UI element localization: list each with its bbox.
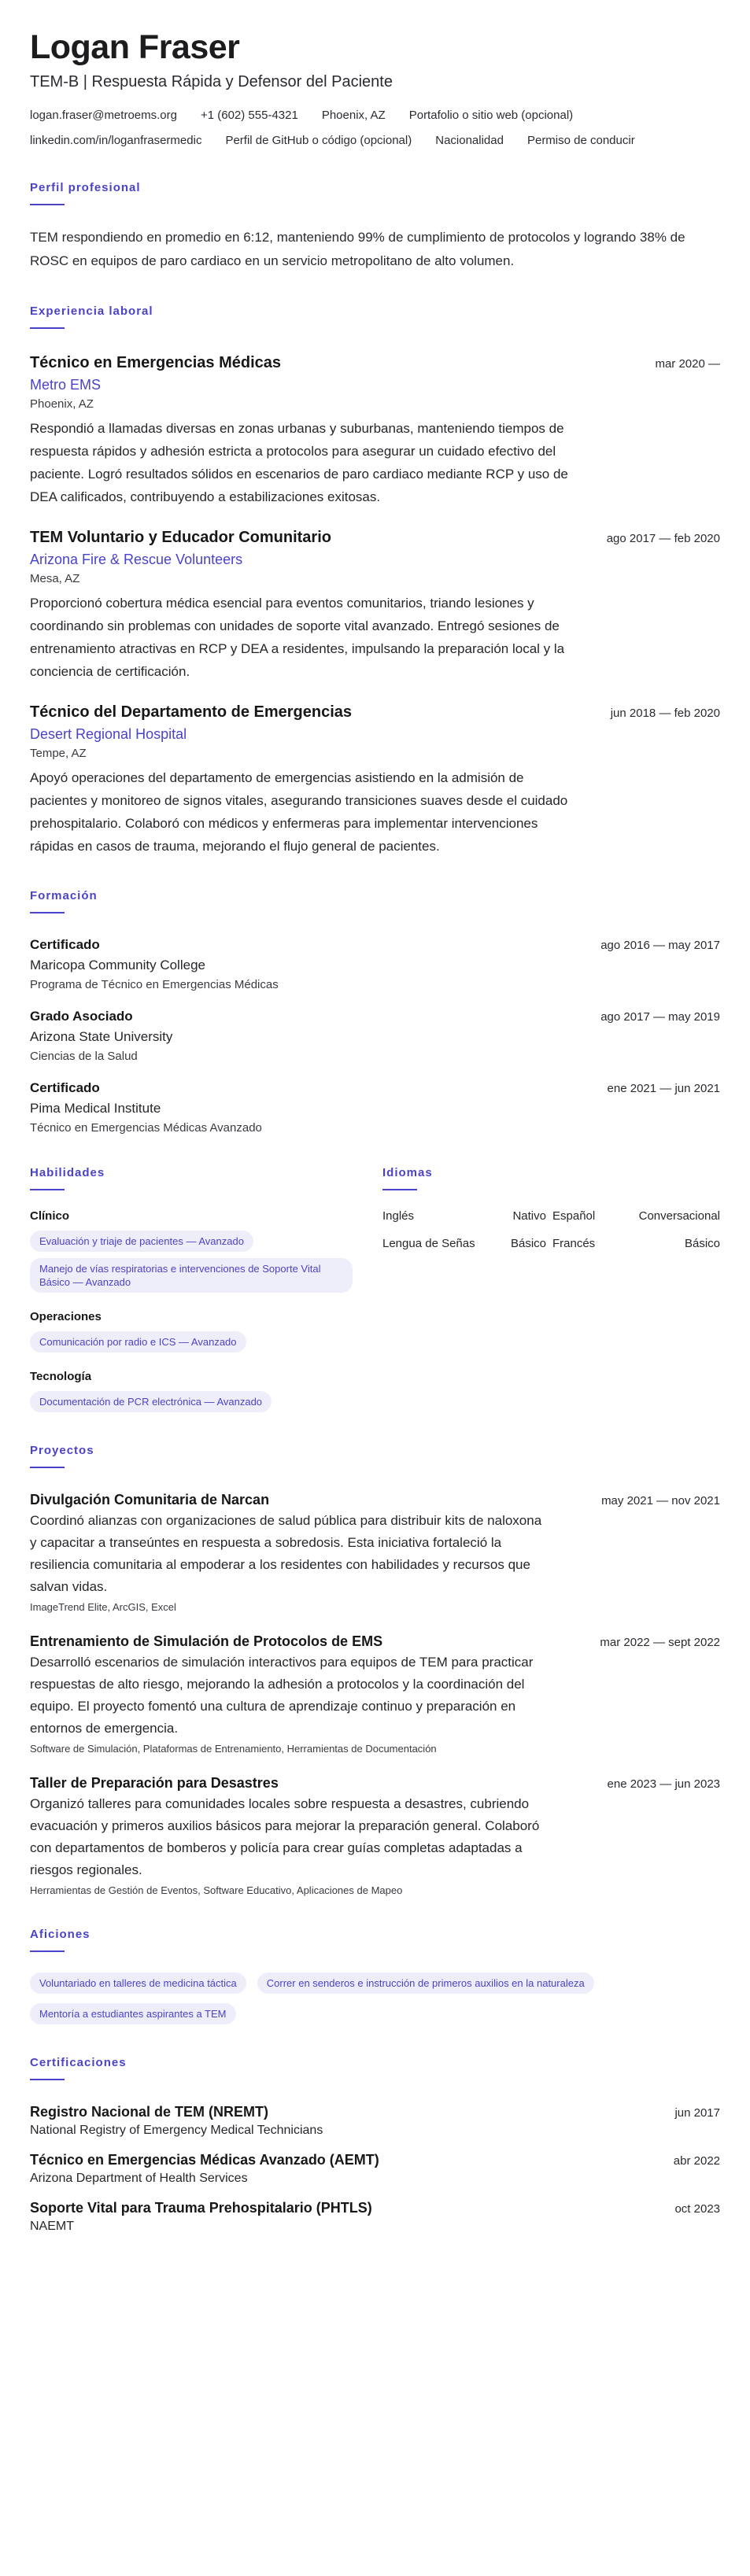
certification-issuer: National Registry of Emergency Medical Technicians <box>30 2124 323 2137</box>
section-divider <box>30 2079 65 2080</box>
certification-issuer: Arizona Department of Health Services <box>30 2172 248 2185</box>
job-description: Respondió a llamadas diversas en zonas urbanas y suburbanas, manteniendo tiempos de respuesta rápidos y adhesión estricta a protocolos para asegurar un cuidado efectivo del paciente. Logró resultados sólidos en escenarios de paro cardiaco mediante RCP y uso de DEA calificados, contribuyendo a estabilizaciones exitosas. <box>30 421 568 504</box>
contact-email[interactable]: logan.fraser@metroems.org <box>30 109 177 122</box>
project-description: Coordinó alianzas con organizaciones de salud pública para distribuir kits de naloxona y capacitar a transeúntes en respuesta a sobredosis. Esta iniciativa fortaleció la resiliencia comunitaria al empoderar a los residentes con habilidades y recursos que salvan vidas. <box>30 1513 542 1594</box>
company-name: Metro EMS <box>30 377 102 393</box>
education-section <box>30 889 720 1135</box>
skill-category: Tecnología <box>30 1370 92 1383</box>
candidate-name: Logan Fraser <box>30 28 240 66</box>
resume-header <box>30 27 720 149</box>
candidate-headline: TEM-B | Respuesta Rápida y Defensor del Paciente <box>30 73 393 90</box>
education-dates: ago 2017 — may 2019 <box>600 1010 720 1024</box>
section-title: Aficiones <box>30 1928 91 1941</box>
hobby-pill: Mentoría a estudiantes aspirantes a TEM <box>30 2003 236 2024</box>
project-dates: mar 2022 — sept 2022 <box>600 1636 720 1649</box>
school-name: Maricopa Community College <box>30 958 205 972</box>
section-divider <box>382 1189 417 1190</box>
job-location: Mesa, AZ <box>30 572 80 585</box>
summary-text: TEM respondiendo en promedio en 6:12, manteniendo 99% de cumplimiento de protocolos y logrando 38% de ROSC en equipos de paro cardiaco en un servicio metropolitano de alto volumen. <box>30 230 685 268</box>
project-name: Divulgación Comunitaria de Narcan <box>30 1492 270 1508</box>
project-dates: may 2021 — nov 2021 <box>601 1494 720 1508</box>
job-dates: ago 2017 — feb 2020 <box>606 532 720 545</box>
project-tech: Herramientas de Gestión de Eventos, Software Educativo, Aplicaciones de Mapeo <box>30 1884 403 1896</box>
language-level: Básico <box>684 1237 720 1250</box>
education-entry <box>30 1009 720 1063</box>
language-name: Lengua de Señas <box>382 1237 475 1250</box>
certification-name: Registro Nacional de TEM (NREMT) <box>30 2104 269 2120</box>
section-title: Proyectos <box>30 1444 94 1457</box>
company-name: Arizona Fire & Rescue Volunteers <box>30 552 243 567</box>
section-divider <box>30 1467 65 1468</box>
section-title: Experiencia laboral <box>30 304 153 318</box>
certification-issuer: NAEMT <box>30 2220 74 2233</box>
certification-date: oct 2023 <box>674 2202 720 2216</box>
section-divider <box>30 204 65 205</box>
language-name: Inglés <box>382 1209 415 1223</box>
project-description: Desarrolló escenarios de simulación interactivos para equipos de TEM para practicar respuestas de alto riesgo, mejorando la adhesión a protocolos y la coordinación del equipo. El proyecto fomentó una cultura de aprendizaje continuo y preparación en entornos de emergencia. <box>30 1655 534 1736</box>
skill-pill: Evaluación y triaje de pacientes — Avanzado <box>30 1231 253 1252</box>
education-entry <box>30 1080 720 1135</box>
contact-nationality: Nacionalidad <box>435 134 504 147</box>
languages-section <box>382 1166 720 1412</box>
experience-entry <box>30 354 720 508</box>
certification-name: Soporte Vital para Trauma Prehospitalario (PHTLS) <box>30 2200 372 2216</box>
education-dates: ago 2016 — may 2017 <box>600 939 720 952</box>
languages-grid <box>382 1209 720 1250</box>
education-dates: ene 2021 — jun 2021 <box>607 1082 720 1095</box>
school-name: Arizona State University <box>30 1029 173 1044</box>
language-level: Conversacional <box>638 1209 720 1223</box>
job-description: Apoyó operaciones del departamento de emergencias asistiendo en la admisión de pacientes y monitoreo de signos vitales, asegurando transiciones suaves desde el cuidado prehospitalario. Colaboró con médicos y enfermeras para implementar intervenciones rápidas en casos de trauma, mejorando el flujo general de pacientes. <box>30 770 568 854</box>
education-entry <box>30 937 720 991</box>
study-field: Ciencias de la Salud <box>30 1050 138 1063</box>
skill-pill: Documentación de PCR electrónica — Avanzado <box>30 1391 272 1412</box>
section-divider <box>30 1950 65 1952</box>
contact-driving-license: Permiso de conducir <box>526 134 635 147</box>
certification-date: abr 2022 <box>673 2154 720 2168</box>
language-level: Nativo <box>512 1209 546 1223</box>
section-title: Habilidades <box>30 1166 105 1179</box>
hobby-pill: Correr en senderos e instrucción de primeros auxilios en la naturaleza <box>257 1973 594 1994</box>
summary-section <box>30 181 720 273</box>
skill-category: Clínico <box>30 1209 70 1223</box>
projects-section <box>30 1444 720 1896</box>
certification-entry <box>30 2200 720 2234</box>
job-title: TEM Voluntario y Educador Comunitario <box>30 529 331 546</box>
skill-group <box>30 1310 382 1353</box>
job-title: Técnico del Departamento de Emergencias <box>30 703 353 721</box>
job-dates: jun 2018 — feb 2020 <box>610 707 720 720</box>
certification-entry <box>30 2152 720 2186</box>
project-entry <box>30 1775 720 1896</box>
language-name: Francés <box>552 1237 596 1250</box>
degree-name: Certificado <box>30 937 100 952</box>
language-name: Español <box>552 1209 596 1223</box>
certification-entry <box>30 2104 720 2138</box>
school-name: Pima Medical Institute <box>30 1101 161 1116</box>
certification-date: jun 2017 <box>674 2106 720 2120</box>
hobby-pill: Voluntariado en talleres de medicina táctica <box>30 1973 246 1994</box>
skill-pill: Manejo de vías respiratorias e intervenciones de Soporte Vital Básico — Avanzado <box>30 1258 353 1293</box>
project-name: Entrenamiento de Simulación de Protocolos de EMS <box>30 1633 383 1649</box>
project-entry <box>30 1633 720 1755</box>
job-description: Proporcionó cobertura médica esencial para eventos comunitarios, triando lesiones y coordinando sin problemas con unidades de soporte vital avanzado. Entregó sesiones de entrenamiento atractivas en RCP y DEA a residentes, impulsando la preparación local y la conciencia de certificación. <box>30 596 565 679</box>
study-field: Programa de Técnico en Emergencias Médicas <box>30 978 279 991</box>
degree-name: Grado Asociado <box>30 1009 133 1024</box>
hobby-list <box>30 1973 707 2024</box>
project-name: Taller de Preparación para Desastres <box>30 1775 279 1791</box>
job-title: Técnico en Emergencias Médicas <box>30 354 282 371</box>
section-divider <box>30 1189 65 1190</box>
experience-entry <box>30 529 720 683</box>
skill-group <box>30 1209 382 1293</box>
project-dates: ene 2023 — jun 2023 <box>607 1777 720 1791</box>
job-location: Phoenix, AZ <box>30 397 94 411</box>
section-title: Formación <box>30 889 98 902</box>
experience-entry <box>30 703 720 858</box>
certification-name: Técnico en Emergencias Médicas Avanzado (AEMT) <box>30 2152 379 2168</box>
contact-github[interactable]: Perfil de GitHub o código (opcional) <box>225 134 412 147</box>
language-level: Básico <box>510 1237 546 1250</box>
section-divider <box>30 912 65 913</box>
job-dates: mar 2020 — <box>655 357 720 371</box>
project-entry <box>30 1492 720 1613</box>
company-name: Desert Regional Hospital <box>30 726 187 742</box>
section-title: Idiomas <box>382 1166 433 1179</box>
section-title: Perfil profesional <box>30 181 141 194</box>
contact-linkedin[interactable]: linkedin.com/in/loganfrasermedic <box>30 134 202 147</box>
job-location: Tempe, AZ <box>30 747 87 760</box>
skills-section <box>30 1166 382 1412</box>
degree-name: Certificado <box>30 1080 100 1095</box>
experience-section <box>30 304 720 858</box>
project-description: Organizó talleres para comunidades locales sobre respuesta a desastres, cubriendo evacuación y primeros auxilios básicos para mejorar la preparación general. Colaboró con departamentos de bomberos y policía para crear guías completas adaptadas a riesgos regionales. <box>30 1796 540 1877</box>
contact-location: Phoenix, AZ <box>321 109 386 122</box>
certifications-section <box>30 2056 720 2234</box>
skills-languages-row <box>30 1166 720 1412</box>
project-tech: ImageTrend Elite, ArcGIS, Excel <box>30 1601 176 1613</box>
study-field: Técnico en Emergencias Médicas Avanzado <box>30 1121 262 1135</box>
skill-group <box>30 1370 382 1412</box>
hobbies-section <box>30 1928 720 2024</box>
skill-pill: Comunicación por radio e ICS — Avanzado <box>30 1331 246 1353</box>
section-title: Certificaciones <box>30 2056 127 2069</box>
contact-list <box>30 107 707 149</box>
section-divider <box>30 327 65 329</box>
project-tech: Software de Simulación, Plataformas de Entrenamiento, Herramientas de Documentación <box>30 1743 437 1755</box>
contact-phone[interactable]: +1 (602) 555-4321 <box>200 109 298 122</box>
skill-category: Operaciones <box>30 1310 102 1323</box>
contact-portfolio[interactable]: Portafolio o sitio web (opcional) <box>408 109 574 122</box>
